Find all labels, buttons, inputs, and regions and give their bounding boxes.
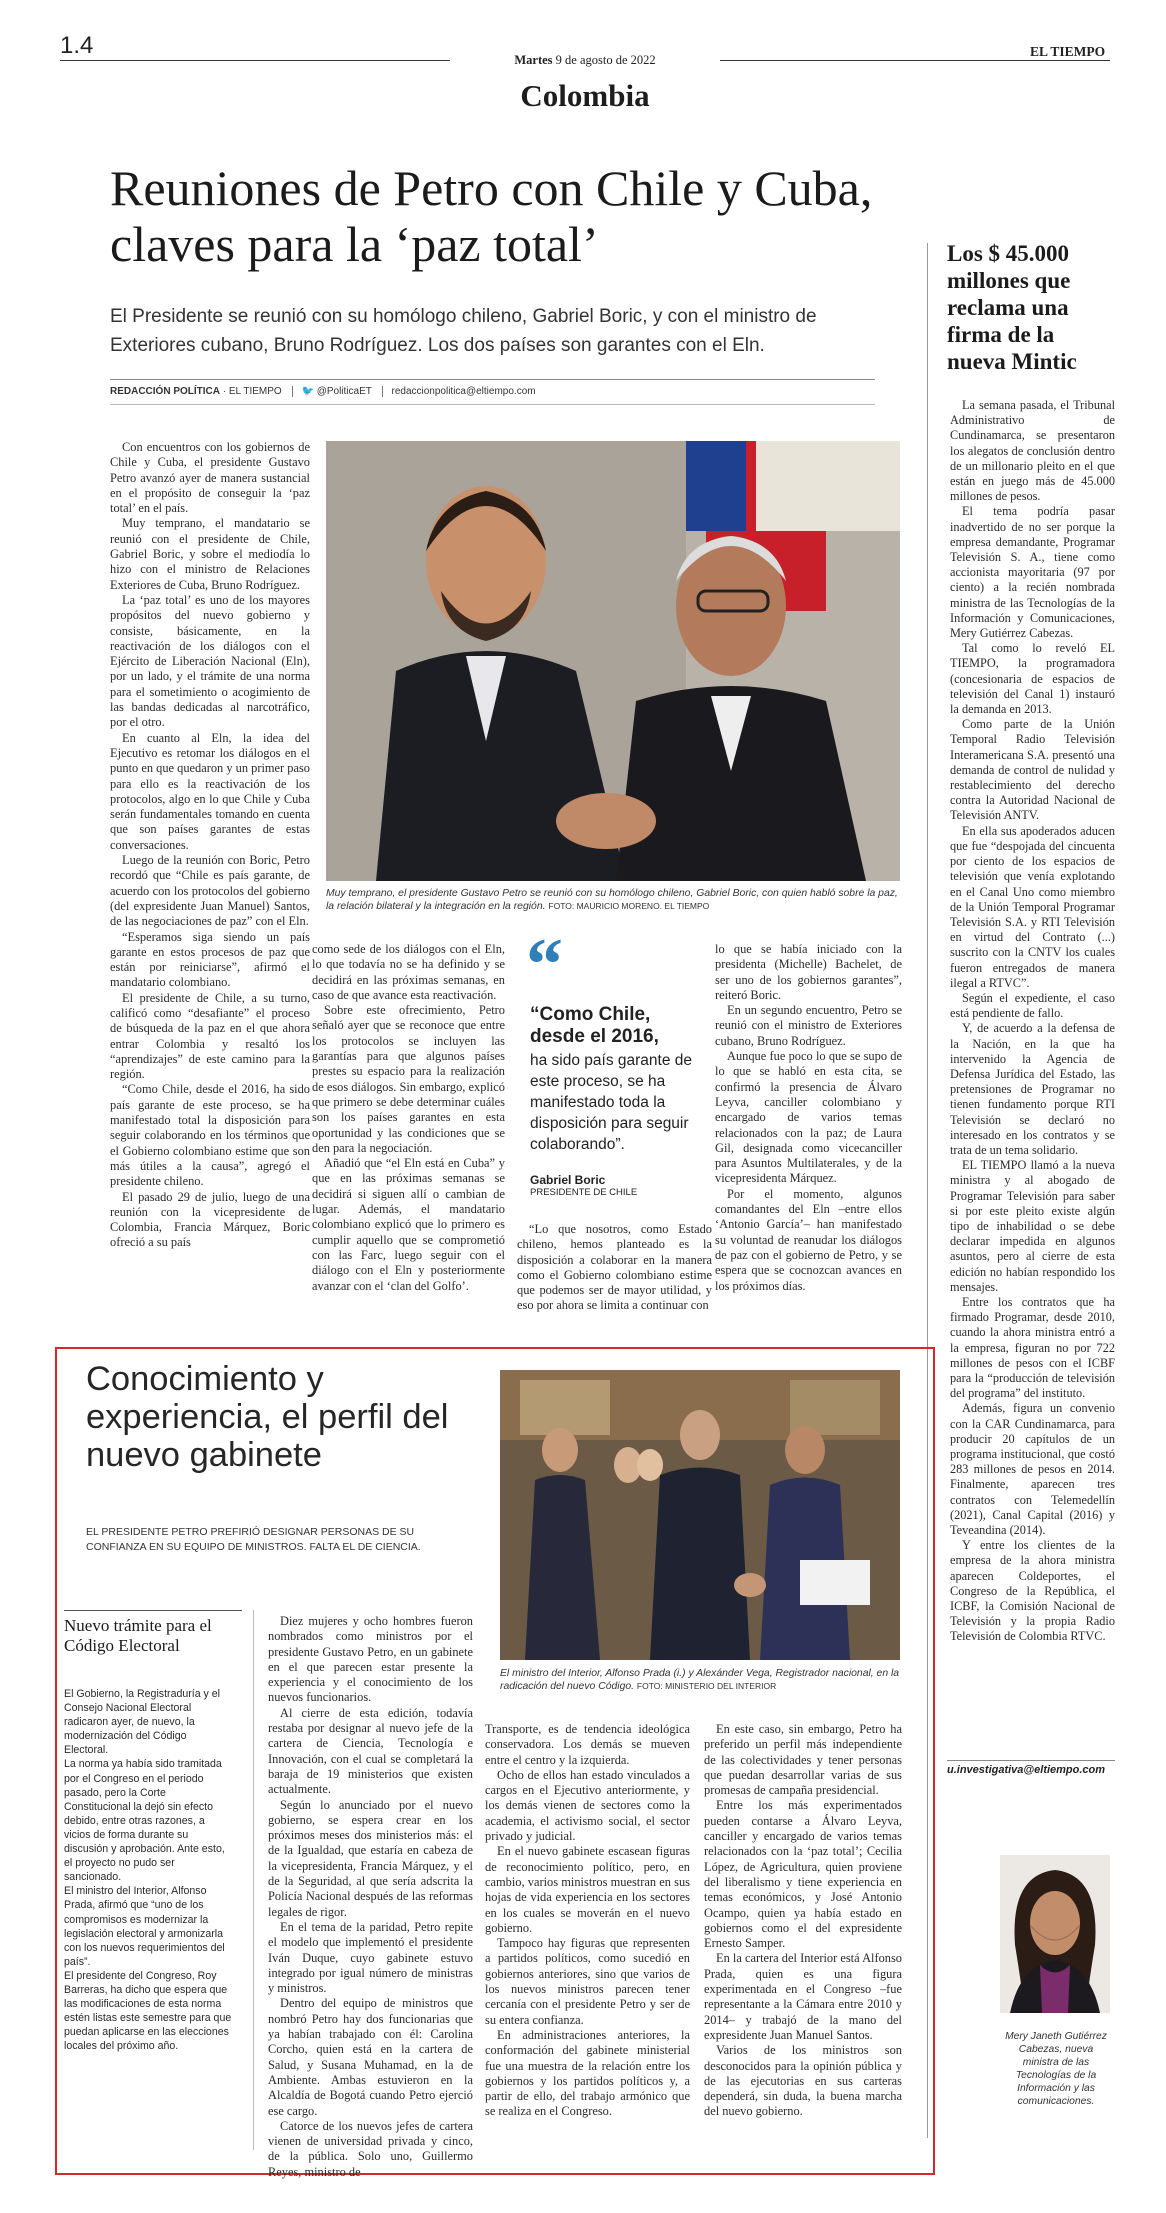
sidebar-headline: Los $ 45.000 millones que reclama una firma de la nueva Mintic — [947, 241, 1077, 374]
second-column-3 — [704, 1722, 902, 2120]
box-top-rule — [64, 1610, 242, 1611]
sidebar-p: Según el expediente, el caso está pendiente de fallo. — [950, 990, 1115, 1021]
byline-email[interactable]: redaccionpolitica@eltiempo.com — [391, 386, 536, 397]
paper-name: EL TIEMPO — [1030, 44, 1106, 59]
byline — [110, 386, 536, 397]
second-col1-p: En el tema de la paridad, Petro repite el modelo que implementó el presidente Iván Duque, cuyo gabinete estuvo integrado por igual número de ministras y ministros. — [268, 1919, 473, 1996]
minister-portrait-image — [1000, 1855, 1110, 2013]
lead-column-1 — [110, 440, 310, 1251]
quote-author: Gabriel Boric — [530, 1173, 606, 1187]
lead-photo — [326, 441, 900, 881]
second-col3-p: En la cartera del Interior está Alfonso Prada, quien es una figura experimentada en el Congreso –fue representante a la Cámara entre 2010 y 2014– y trabajó de la mano del expresidente Juan Manuel Santos. — [704, 1951, 902, 2042]
lead-col4-p: lo que se había iniciado con la presidenta (Michelle) Bachelet, de ser uno de los gobiernos garantes”, reiteró Boric. — [715, 942, 902, 1002]
second-col3-p: Entre los más experimentados pueden contarse a Álvaro Leyva, canciller y encargado de varios temas relacionados con la ‘paz total’; Cecilia López, de Agricultura, quien proviene del liberalismo y tiene experiencia en temas económicos, y José Antonio Ocampo, quien ya había estado en gobiernos como el del expresidente Ernesto Samper. — [704, 1798, 902, 1951]
minister-portrait — [1000, 1855, 1110, 2013]
lead-col1-p: El pasado 29 de julio, luego de una reunión con la vicepresidente de Colombia, Francia Márquez, Boric ofreció a su país — [110, 1189, 310, 1250]
lead-photo-caption — [326, 887, 900, 913]
second-col2-p: Transporte, es de tendencia ideológica conservadora. Los demás se mueven entre el centro y la izquierda. — [485, 1722, 690, 1767]
byline-twitter[interactable]: @PoliticaET — [316, 386, 372, 397]
lead-col1-p: “Como Chile, desde el 2016, ha sido país garante de este proceso, se ha manifestado total la disposición para seguir colaborando en los términos que el Gobierno colombiano estime que son más útiles a la causa”, agregó el presidente chileno. — [110, 1082, 310, 1189]
box-p: El Gobierno, la Registraduría y el Consejo Nacional Electoral radicaron ayer, de nuevo, la modernización del Código Electoral. — [64, 1688, 221, 1757]
second-headline: Conocimiento y experiencia, el perfil del nuevo gabinete — [86, 1360, 449, 1474]
second-photo-caption — [500, 1667, 900, 1693]
quote-mark: “ — [526, 924, 563, 1006]
quote-lead: “Como Chile, desde el 2016, — [530, 1004, 659, 1047]
page-number: 1.4 — [60, 32, 94, 59]
lead-column-4 — [715, 942, 902, 1294]
sidebar-p: Entre los contratos que ha firmado Programar, desde 2010, cuando la ahora ministra entró a la empresa, figuran no por 722 millones de pesos con el ICBF para la “producción de televisión del programa” del instituto. — [950, 1294, 1115, 1401]
second-caption-text: El ministro del Interior, Alfonso Prada (i.) y Alexánder Vega, Registrador nacional, en la radicación del nuevo Código. — [500, 1668, 900, 1692]
lead-col1-p: Con encuentros con los gobiernos de Chile y Cuba, el presidente Gustavo Petro avanzó ayer de manera sustancial en el propósito de conseguir la ‘paz total’ en el país. — [110, 440, 310, 516]
pull-quote — [530, 1004, 705, 1198]
second-col1-p: Al cierre de esta edición, todavía restaba por designar al nuevo jefe de la cartera de Ciencia, Tecnología e Innovación, con el cual se completará la baraja de 19 ministerios que existen actualmente. — [268, 1705, 473, 1797]
box-p: El presidente del Congreso, Roy Barreras, ha dicho que espera que las modificaciones de esta norma estén listas este semestre para que puedan aplicarse en las elecciones locales del próximo año. — [64, 1969, 232, 2053]
lead-col1-p: El presidente de Chile, a su turno, calificó como “desafiante” el proceso de búsqueda de la paz en el que ahora entrar Colombia y resaltó los “aprendizajes” de este camino para la región. — [110, 990, 310, 1082]
lead-column-3-bottom — [517, 1222, 712, 1314]
second-col2-p: Tampoco hay figuras que representen a partidos políticos, como sucedió en gobiernos anteriores, sino que varios de los nuevos ministros parecen tener cercanía con el presidente Petro y ser de su entera confianza. — [485, 1936, 690, 2027]
paper-underline — [1030, 60, 1110, 61]
second-col1-p: Diez mujeres y ocho hombres fueron nombrados como ministros por el presidente Gustavo Petro, en un gabinete en el que parecen estar presente la experiencia y el conocimiento de los nuevos funcionarios. — [268, 1614, 473, 1705]
sidebar-p: Tal como lo reveló EL TIEMPO, la programadora (concesionaria de espacios de televisión del Canal 1) instauró la demanda en 2013. — [950, 641, 1115, 717]
second-column-1 — [268, 1614, 473, 2180]
header-dateline — [450, 53, 720, 68]
lead-col3-p: “Lo que nosotros, como Estado chileno, hemos planteado es la disposición a colaborar en la manera como el Gobierno colombiano estime que podemos ser de mayor utilidad, y eso por ahora se limita a continuar con — [517, 1222, 712, 1313]
box-body — [64, 1687, 232, 2053]
lead-caption-text: Muy temprano, el presidente Gustavo Petro se reunió con su homólogo chileno, Gabriel Boric, con quien habló sobre la paz, la relación bilateral y la integración en la región. — [326, 888, 898, 912]
sidebar-p: El tema podría pasar inadvertido de no ser porque la empresa demandante, Programar Televisión S. A., tiene como accionista mayoritaria (97 por ciento) a la recién nombrada ministra de las Tecnologías de la Información y Comunicaciones, Mery Gutiérrez Cabezas. — [950, 504, 1115, 641]
portrait-caption: Mery Janeth Gutiérrez Cabezas, nueva ministra de las Tecnologías de la Información y las comunicaciones. — [1005, 2031, 1107, 2107]
second-photo-image — [500, 1370, 900, 1660]
lead-column-2 — [312, 942, 505, 1294]
header-day: Martes — [514, 53, 553, 67]
lead-col2-p: como sede de los diálogos con el Eln, lo que todavía no se ha definido y se decidirá en las próximas semanas, en caso de que avance esta reactivación. — [312, 942, 505, 1002]
sidebar-column — [950, 398, 1115, 1645]
sidebar-p: En ella sus apoderados aducen que fue “despojada del cincuenta por ciento de los espacios de televisión que venía explotando en el Canal Uno como miembro de la Unión Temporal Programar Televisión S.A. y RTI Televisión en virtud del Contrato (...) suscrito con la CNTV los cuales fueron entregados de manera ilegal a RTVC”. — [950, 823, 1115, 990]
byline-desk: REDACCIÓN POLÍTICA — [110, 386, 220, 397]
twitter-icon: 🐦 — [301, 386, 314, 397]
second-col2-p: Ocho de ellos han estado vinculados a cargos en el Ejecutivo anteriormente, y los demás vienen de sectores como la academia, el activismo social, el sector privado y judicial. — [485, 1767, 690, 1844]
lead-col2-p: Añadió que “el Eln está en Cuba” y que en las próximas semanas se decidirá si siguen allí o cambian de lugar. Además, el mandatario colombiano explicó que lo primero es cumplir aquello que se comprometió con las Farc, luego seguir con el diálogo con el Eln y posteriormente avanzar con el ‘clan del Golfo’. — [312, 1156, 505, 1293]
second-col1-p: Según lo anunciado por el nuevo gobierno, se espera crear en los próximos meses dos ministerios más: el de la Igualdad, que estaría en cabeza de la vicepresidenta, Francia Márquez, y el de la Seguridad, al que sería adscrita la Policía Nacional después de las reformas legales de rigor. — [268, 1797, 473, 1919]
lead-col1-p: En cuanto al Eln, la idea del Ejecutivo es retomar los diálogos en el punto en que quedaron y un primer paso para ello es la reactivación de los protocolos, algo en lo que Chile y Cuba serán fundamentales tomando en cuenta que son países garantes de estas conversaciones. — [110, 730, 310, 852]
lead-col2-p: Sobre este ofrecimiento, Petro señaló ayer que se reconoce que entre los protocolos se incluyen las garantías para que algunos países prestes su espacio para la realización de esos diálogos. Sin embargo, explicó que primero se debe determinar cuáles son los países garantes en esta oportunidad y las condiciones que se den para la negociación. — [312, 1003, 505, 1155]
section-title: Colombia — [520, 78, 650, 113]
header-rule-left — [60, 60, 450, 61]
second-caption-credit: FOTO: MINISTERIO DEL INTERIOR — [636, 1681, 777, 1691]
second-col1-p: Catorce de los nuevos jefes de cartera vienen de universidad privada y cinco, de la pública. Solo uno, Guillermo Reyes, ministro de — [268, 2118, 473, 2179]
lead-col4-p: Por el momento, algunos comandantes del Eln –entre ellos ‘Antonio García’– han manifestado su voluntad de reanudar los diálogos de paz con el gobierno de Petro, y se espera que se cocnozcan avances en los próximos días. — [715, 1186, 902, 1293]
sidebar-p: Y, de acuerdo a la defensa de la Nación, en la que ha intervenido la Agencia de Defensa Jurídica del Estado, las pretensiones de Programar no tienen fundamento porque RTI Televisión se declaró no interesado en los contratos y se trata de un tema solidario. — [950, 1021, 1115, 1157]
sidebar-email-rule — [947, 1760, 1115, 1761]
sidebar-p: Como parte de la Unión Temporal Radio Televisión Interamericana S.A. presentó una demanda de control de nulidad y restablecimiento del derecho contra la Autoridad Nacional de Televisión ANTV. — [950, 717, 1115, 823]
lead-col1-p: “Esperamos siga siendo un país garante en estos procesos de paz que están por reiniciarse”, afirmó el mandatario colombiano. — [110, 929, 310, 990]
box-title: Nuevo trámite para el Código Electoral — [64, 1616, 212, 1655]
sidebar-p: Además, figura un convenio con la CAR Cundinamarca, para producir 20 capítulos de un programa institucional, que costó 283 millones de pesos en 2014. Finalmente, aparecen tres contratos con Telemedellín (2021), Canal Capital (2016) y Teveandina (2014). — [950, 1401, 1115, 1538]
box-side-rule — [253, 1610, 254, 2150]
sidebar-p: EL TIEMPO llamó a la nueva ministra y al abogado de Programar Televisión para saber si por este pleito existe algún tipo de inhabilidad o se debe declarar impedida en algunos asuntos, pero al cierre de esta edición no habían respondido los mensajes. — [950, 1158, 1115, 1294]
lead-col1-p: La ‘paz total’ es uno de los mayores propósitos del nuevo gobierno y consiste, básicamente, en la reactivación de los diálogos con el Ejército de Liberación Nacional (Eln), por un lado, y el trámite de una norma para el sometimiento o acogimiento de las bandas dedicadas al narcotráfico, por el otro. — [110, 592, 310, 730]
lead-col1-p: Muy temprano, el mandatario se reunió con el presidente de Chile, Gabriel Boric, y sobre el mediodía lo hizo con el ministro de Relaciones Exteriores de Cuba, Bruno Rodríguez. — [110, 516, 310, 592]
sidebar-p: La semana pasada, el Tribunal Administrativo de Cundinamarca, se presentaron los alegatos de conclusión dentro de un millonario pleito en el que están en juego más de 45.000 millones de pesos. — [950, 398, 1115, 504]
second-photo — [500, 1370, 900, 1660]
second-col1-p: Dentro del equipo de ministros que nombró Petro hay dos funcionarias que ya habían trabajado con él: Carolina Corcho, quien está en la cartera de Salud, y Susana Muhamad, en la de Ambiente. Ambas estuvieron en la Alcaldía de Bogotá cuando Petro ejerció ese cargo. — [268, 1996, 473, 2118]
lead-caption-credit: FOTO: MAURICIO MORENO. EL TIEMPO — [548, 901, 710, 911]
header-rule-right — [720, 60, 1030, 61]
lead-headline: Reuniones de Petro con Chile y Cuba, claves para la ‘paz total’ — [110, 160, 873, 272]
second-deck: EL PRESIDENTE PETRO PREFIRIÓ DESIGNAR PERSONAS DE SU CONFIANZA EN SU EQUIPO DE MINISTROS. FALTA EL DE CIENCIA. — [86, 1526, 421, 1553]
lead-deck: El Presidente se reunió con su homólogo chileno, Gabriel Boric, y con el ministro de Exteriores cubano, Bruno Rodríguez. Los dos países son garantes con el Eln. — [110, 306, 817, 356]
box-p: La norma ya había sido tramitada por el Congreso en el periodo pasado, pero la Corte Constitucional la dejó sin efecto debido, entre otras razones, a vicios de forma durante su discusión y aprobación. Ante esto, el proyecto no pudo ser sancionado. — [64, 1758, 225, 1884]
sidebar-email[interactable]: u.investigativa@eltiempo.com — [947, 1764, 1106, 1776]
lead-col4-p: Aunque fue poco lo que se supo de lo que se habló en esta cita, se confirmó la presencia de Álvaro Leyva, canciller colombiano y encargado de varios temas relacionados con la paz; de Laura Gil, designada como vicecanciller para Asuntos Multilaterales, y de la vicepresidenta Márquez. — [715, 1049, 902, 1186]
lead-col4-p: En un segundo encuentro, Petro se reunió con el ministro de Exteriores cubano, Bruno Rodríguez. — [715, 1003, 902, 1048]
lead-col1-p: Luego de la reunión con Boric, Petro recordó que “Chile es país garante, de acuerdo con los protocolos del gobierno (del expresidente Juan Manuel) Santos, de las negociaciones de paz” con el Eln. — [110, 853, 310, 929]
quote-body: ha sido país garante de este proceso, se ha manifestado toda la disposición para seguir colaborando”. — [530, 1052, 693, 1153]
second-column-2 — [485, 1722, 690, 2120]
second-col3-p: En este caso, sin embargo, Petro ha preferido un perfil más independiente de las colectividades y tener personas que puedan desarrollar varias de sus promesas de campaña presidencial. — [704, 1722, 902, 1798]
second-col3-p: Varios de los ministros son desconocidos para la opinión pública y de las ejecutorias en sus carteras dependerá, sin duda, la buena marcha del nuevo gobierno. — [704, 2043, 902, 2119]
box-p: El ministro del Interior, Alfonso Prada, afirmó que “uno de los compromisos es modernizar la legislación electoral y armonizarla con los nuevos requerimientos del país”. — [64, 1885, 225, 1968]
byline-paper: · EL TIEMPO — [220, 386, 282, 397]
byline-rule-bottom — [110, 404, 875, 405]
quote-role: PRESIDENTE DE CHILE — [530, 1187, 638, 1198]
sidebar-p: Y entre los clientes de la empresa de la ahora ministra aparecen Coldeportes, el Congreso de la República, el ICBF, la Comisión Nacional de Televisión y la propia Radio Televisión de Colombia RTVC. — [950, 1538, 1115, 1644]
lead-photo-image — [326, 441, 900, 881]
second-col2-p: En administraciones anteriores, la conformación del gabinete ministerial fue una muestra de la relación entre los gobiernos y los partidos políticos y, a partir de ello, del trabajo armónico que se realiza en el Congreso. — [485, 2027, 690, 2119]
byline-rule — [110, 379, 875, 380]
second-col2-p: En el nuevo gabinete escasean figuras de reconocimiento político, pero, en cambio, varios ministros muestran en sus hojas de vida experiencia en los sectores en los cuales se moverán en el nuevo gobierno. — [485, 1844, 690, 1935]
header-date: 9 de agosto de 2022 — [555, 53, 656, 67]
